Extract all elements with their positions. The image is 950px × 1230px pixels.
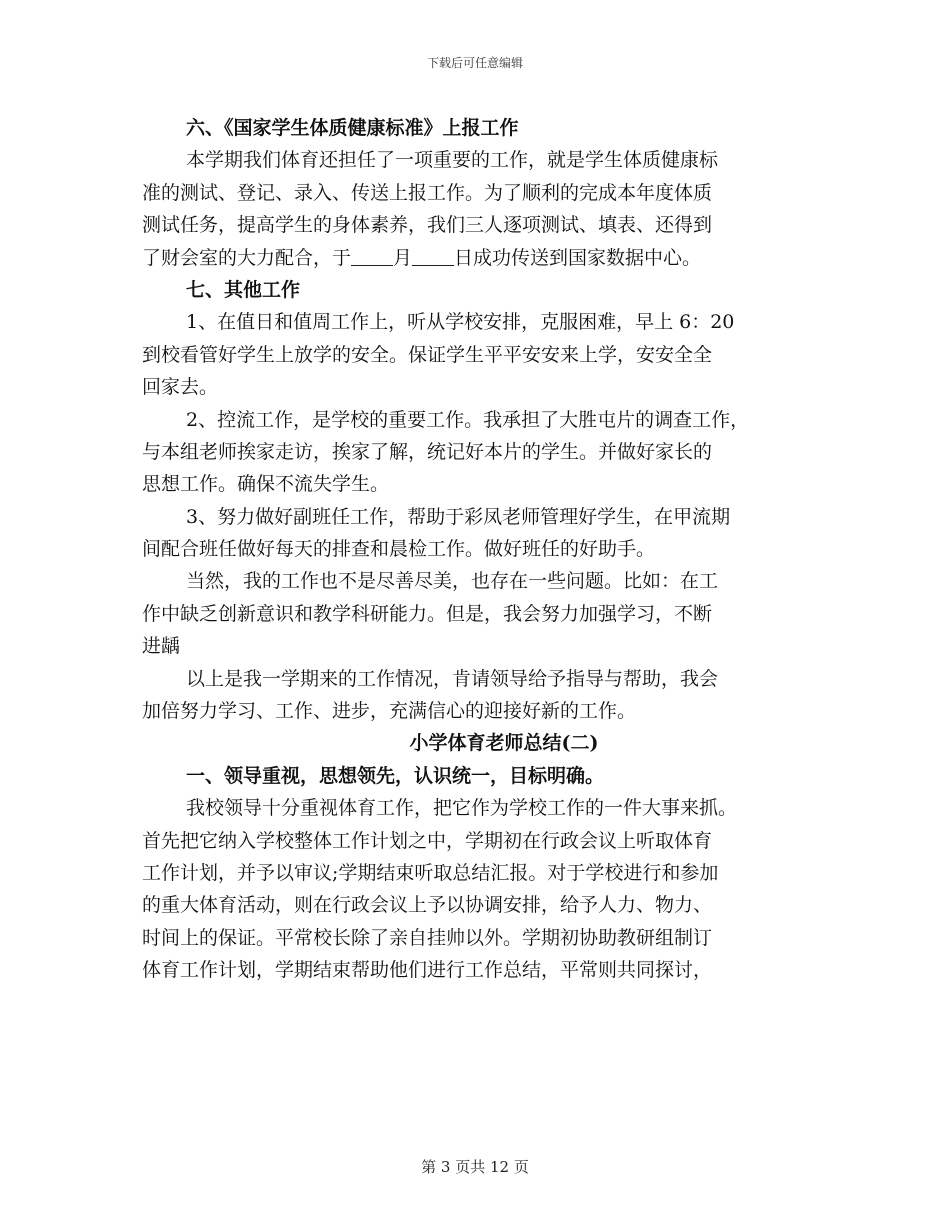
paragraph-line: 回家去。 [142, 376, 219, 399]
paragraph-line: 当然，我的工作也不是尽善尽美，也存在一些问题。比如：在工 [186, 570, 719, 593]
paragraph-line: 进龋 [142, 635, 181, 658]
paragraph-line: 间配合班任做好每天的排查和晨检工作。做好班任的好助手。 [142, 538, 656, 561]
paragraph-line: 测试任务，提高学生的身体素养，我们三人逐项测试、填表、还得到 [142, 214, 713, 237]
document-body [142, 112, 822, 987]
page-header: 下载后可任意编辑 [426, 56, 523, 70]
paragraph-line: 工作计划，并予以审议;学期结束听取总结汇报。对于学校进行和参加 [142, 861, 719, 884]
paragraph-line: 的重大体育活动，则在行政会议上予以协调安排，给予人力、物力、 [142, 894, 713, 917]
paragraph-line: 我校领导十分重视体育工作，把它作为学校工作的一件大事来抓。 [186, 797, 738, 820]
paragraph-line: 与本组老师挨家走访，挨家了解，统记好本片的学生。并做好家长的 [142, 440, 713, 463]
paragraph-line: 以上是我一学期来的工作情况，肯请领导给予指导与帮助，我会 [186, 667, 719, 690]
text-segment: 月 [393, 246, 413, 269]
section-heading-1: 一、领导重视，思想领先，认识统一，目标明确。 [186, 764, 605, 787]
section-heading-7: 七、其他工作 [186, 278, 301, 301]
paragraph-line [142, 242, 822, 274]
paragraph-line: 作中缺乏创新意识和教学科研能力。但是，我会努力加强学习，不断 [142, 602, 713, 625]
document-title: 小学体育老师总结(二) [409, 732, 599, 755]
paragraph-line: 1、在值日和值周工作上，听从学校安排，克服困难，早上 6：20 [186, 311, 735, 334]
paragraph-line: 到校看管好学生上放学的安全。保证学生平平安安来上学，安安全全 [142, 343, 713, 366]
blank-field [351, 245, 393, 266]
blank-field [412, 245, 454, 266]
section-heading-6: 六、《国家学生体质健康标准》上报工作 [186, 117, 519, 139]
paragraph-line: 加倍努力学习、工作、进步，充满信心的迎接好新的工作。 [142, 700, 637, 723]
paragraph-line: 首先把它纳入学校整体工作计划之中，学期初在行政会议上听取体育 [142, 829, 713, 852]
paragraph-line: 2、控流工作，是学校的重要工作。我承担了大胜屯片的调查工作， [186, 408, 750, 431]
paragraph-line: 体育工作计划，学期结束帮助他们进行工作总结，平常则共同探讨， [142, 959, 713, 982]
paragraph-line: 准的测试、登记、录入、传送上报工作。为了顺利的完成本年度体质 [142, 181, 713, 204]
page-footer: 第 3 页共 12 页 [421, 1158, 529, 1176]
text-segment: 日成功传送到国家数据中心。 [454, 246, 702, 269]
paragraph-line: 思想工作。确保不流失学生。 [142, 473, 390, 496]
paragraph-line: 时间上的保证。平常校长除了亲自挂帅以外。学期初协助教研组制订 [142, 926, 713, 949]
paragraph-line: 3、努力做好副班任工作，帮助于彩凤老师管理好学生，在甲流期 [186, 505, 731, 528]
paragraph-line: 本学期我们体育还担任了一项重要的工作，就是学生体质健康标 [186, 149, 719, 172]
text-segment: 了财会室的大力配合，于 [142, 246, 352, 269]
